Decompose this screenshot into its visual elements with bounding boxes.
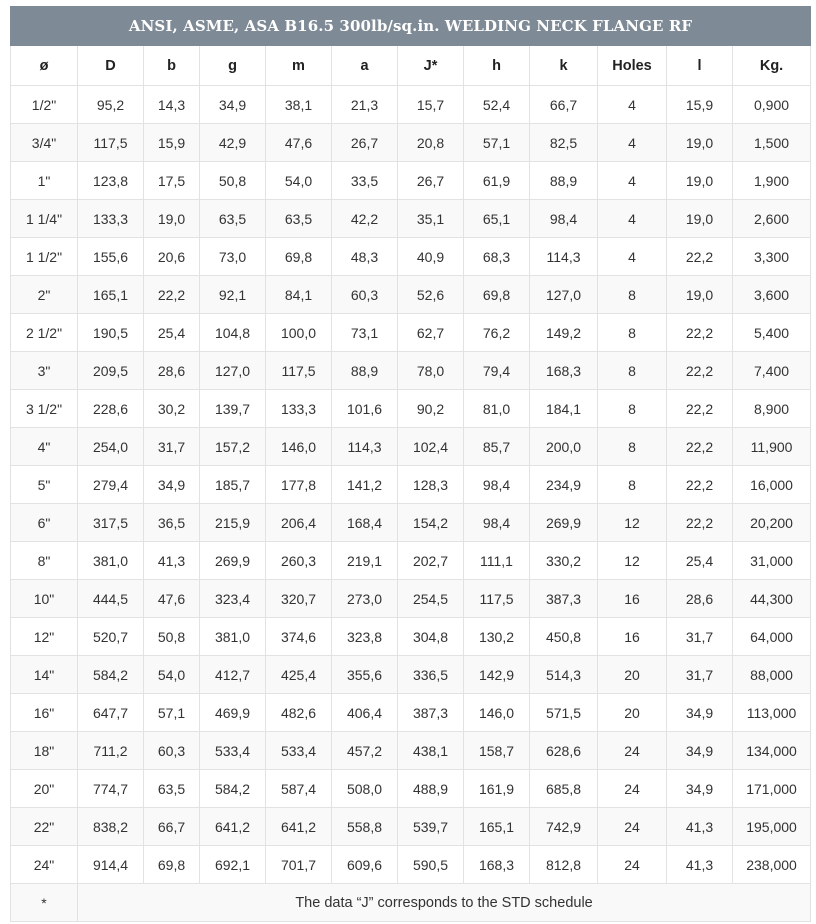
table-cell: 8 <box>598 390 667 428</box>
table-cell: 88,9 <box>332 352 398 390</box>
table-cell: 114,3 <box>332 428 398 466</box>
table-row <box>11 504 811 542</box>
table-cell: 24 <box>598 808 667 846</box>
table-cell: 11,900 <box>733 428 811 466</box>
table-cell: 34,9 <box>667 770 733 808</box>
table-cell: 20" <box>11 770 78 808</box>
table-cell: 41,3 <box>667 846 733 884</box>
table-cell: 104,8 <box>200 314 266 352</box>
table-cell: 68,3 <box>464 238 530 276</box>
table-cell: 2" <box>11 276 78 314</box>
table-cell: 209,5 <box>78 352 144 390</box>
table-cell: 17,5 <box>144 162 200 200</box>
table-cell: 52,4 <box>464 86 530 124</box>
table-cell: 16 <box>598 618 667 656</box>
table-cell: 82,5 <box>530 124 598 162</box>
table-cell: 134,000 <box>733 732 811 770</box>
column-header: Kg. <box>733 46 811 86</box>
table-cell: 88,000 <box>733 656 811 694</box>
table-row <box>11 86 811 124</box>
table-cell: 69,8 <box>464 276 530 314</box>
table-cell: 5,400 <box>733 314 811 352</box>
table-cell: 200,0 <box>530 428 598 466</box>
table-cell: 63,5 <box>266 200 332 238</box>
table-cell: 508,0 <box>332 770 398 808</box>
table-row <box>11 466 811 504</box>
table-cell: 279,4 <box>78 466 144 504</box>
table-cell: 128,3 <box>398 466 464 504</box>
note-text: The data “J” corresponds to the STD schedule <box>78 884 811 922</box>
table-cell: 41,3 <box>667 808 733 846</box>
column-header: k <box>530 46 598 86</box>
table-cell: 0,900 <box>733 86 811 124</box>
table-cell: 31,7 <box>144 428 200 466</box>
table-cell: 10" <box>11 580 78 618</box>
table-row <box>11 808 811 846</box>
table-cell: 609,6 <box>332 846 398 884</box>
table-cell: 206,4 <box>266 504 332 542</box>
table-cell: 69,8 <box>266 238 332 276</box>
table-cell: 22,2 <box>144 276 200 314</box>
table-cell: 4 <box>598 162 667 200</box>
table-cell: 1" <box>11 162 78 200</box>
table-row <box>11 618 811 656</box>
table-row <box>11 314 811 352</box>
table-cell: 92,1 <box>200 276 266 314</box>
table-cell: 520,7 <box>78 618 144 656</box>
flange-table <box>10 6 811 922</box>
table-cell: 190,5 <box>78 314 144 352</box>
table-cell: 149,2 <box>530 314 598 352</box>
table-cell: 238,000 <box>733 846 811 884</box>
column-header: ø <box>11 46 78 86</box>
table-cell: 3/4" <box>11 124 78 162</box>
table-cell: 4 <box>598 86 667 124</box>
table-cell: 22,2 <box>667 428 733 466</box>
table-cell: 19,0 <box>667 276 733 314</box>
table-cell: 488,9 <box>398 770 464 808</box>
table-cell: 57,1 <box>144 694 200 732</box>
table-cell: 41,3 <box>144 542 200 580</box>
table-cell: 22,2 <box>667 314 733 352</box>
table-cell: 514,3 <box>530 656 598 694</box>
table-cell: 425,4 <box>266 656 332 694</box>
table-cell: 24" <box>11 846 78 884</box>
table-cell: 88,9 <box>530 162 598 200</box>
table-body <box>11 86 811 884</box>
column-header: m <box>266 46 332 86</box>
table-cell: 914,4 <box>78 846 144 884</box>
table-cell: 42,2 <box>332 200 398 238</box>
table-cell: 42,9 <box>200 124 266 162</box>
table-cell: 8 <box>598 352 667 390</box>
table-cell: 90,2 <box>398 390 464 428</box>
table-cell: 1/2" <box>11 86 78 124</box>
table-cell: 4 <box>598 238 667 276</box>
table-cell: 158,7 <box>464 732 530 770</box>
table-cell: 168,3 <box>530 352 598 390</box>
table-cell: 33,5 <box>332 162 398 200</box>
table-cell: 30,2 <box>144 390 200 428</box>
table-cell: 44,300 <box>733 580 811 618</box>
table-cell: 81,0 <box>464 390 530 428</box>
table-cell: 98,4 <box>464 504 530 542</box>
table-row <box>11 846 811 884</box>
table-cell: 273,0 <box>332 580 398 618</box>
table-cell: 641,2 <box>200 808 266 846</box>
table-cell: 117,5 <box>78 124 144 162</box>
table-cell: 26,7 <box>398 162 464 200</box>
table-container <box>10 6 810 922</box>
table-cell: 101,6 <box>332 390 398 428</box>
table-cell: 102,4 <box>398 428 464 466</box>
table-cell: 14" <box>11 656 78 694</box>
table-cell: 3" <box>11 352 78 390</box>
table-cell: 19,0 <box>667 124 733 162</box>
table-cell: 317,5 <box>78 504 144 542</box>
table-cell: 50,8 <box>200 162 266 200</box>
table-cell: 85,7 <box>464 428 530 466</box>
table-cell: 387,3 <box>398 694 464 732</box>
table-cell: 98,4 <box>530 200 598 238</box>
table-cell: 52,6 <box>398 276 464 314</box>
table-row <box>11 276 811 314</box>
table-cell: 692,1 <box>200 846 266 884</box>
table-cell: 21,3 <box>332 86 398 124</box>
table-cell: 111,1 <box>464 542 530 580</box>
table-cell: 1 1/2" <box>11 238 78 276</box>
table-cell: 100,0 <box>266 314 332 352</box>
table-cell: 406,4 <box>332 694 398 732</box>
note-marker: * <box>11 884 78 922</box>
table-cell: 19,0 <box>144 200 200 238</box>
table-cell: 5" <box>11 466 78 504</box>
table-cell: 185,7 <box>200 466 266 504</box>
table-cell: 202,7 <box>398 542 464 580</box>
table-cell: 234,9 <box>530 466 598 504</box>
table-cell: 155,6 <box>78 238 144 276</box>
table-cell: 123,8 <box>78 162 144 200</box>
table-cell: 146,0 <box>266 428 332 466</box>
column-header: l <box>667 46 733 86</box>
table-cell: 25,4 <box>144 314 200 352</box>
table-cell: 254,0 <box>78 428 144 466</box>
table-cell: 374,6 <box>266 618 332 656</box>
table-cell: 3 1/2" <box>11 390 78 428</box>
table-cell: 584,2 <box>200 770 266 808</box>
table-cell: 1,500 <box>733 124 811 162</box>
table-cell: 36,5 <box>144 504 200 542</box>
table-cell: 323,4 <box>200 580 266 618</box>
table-cell: 66,7 <box>144 808 200 846</box>
table-cell: 34,9 <box>144 466 200 504</box>
table-cell: 711,2 <box>78 732 144 770</box>
table-cell: 584,2 <box>78 656 144 694</box>
table-cell: 130,2 <box>464 618 530 656</box>
table-cell: 195,000 <box>733 808 811 846</box>
table-cell: 539,7 <box>398 808 464 846</box>
table-cell: 73,1 <box>332 314 398 352</box>
table-cell: 84,1 <box>266 276 332 314</box>
table-cell: 2,600 <box>733 200 811 238</box>
table-cell: 8 <box>598 466 667 504</box>
table-cell: 587,4 <box>266 770 332 808</box>
table-cell: 16 <box>598 580 667 618</box>
column-header: h <box>464 46 530 86</box>
table-cell: 4 <box>598 124 667 162</box>
table-cell: 65,1 <box>464 200 530 238</box>
table-cell: 3,300 <box>733 238 811 276</box>
table-cell: 320,7 <box>266 580 332 618</box>
table-cell: 20 <box>598 694 667 732</box>
table-cell: 25,4 <box>667 542 733 580</box>
table-cell: 838,2 <box>78 808 144 846</box>
header-row <box>11 46 811 86</box>
table-cell: 63,5 <box>144 770 200 808</box>
table-cell: 161,9 <box>464 770 530 808</box>
table-cell: 8 <box>598 276 667 314</box>
table-cell: 701,7 <box>266 846 332 884</box>
table-cell: 774,7 <box>78 770 144 808</box>
table-cell: 127,0 <box>530 276 598 314</box>
table-cell: 19,0 <box>667 200 733 238</box>
table-cell: 628,6 <box>530 732 598 770</box>
table-cell: 450,8 <box>530 618 598 656</box>
table-cell: 16,000 <box>733 466 811 504</box>
table-row <box>11 694 811 732</box>
table-cell: 228,6 <box>78 390 144 428</box>
table-cell: 31,000 <box>733 542 811 580</box>
table-cell: 154,2 <box>398 504 464 542</box>
table-row <box>11 656 811 694</box>
table-cell: 304,8 <box>398 618 464 656</box>
table-cell: 12 <box>598 542 667 580</box>
table-cell: 165,1 <box>464 808 530 846</box>
table-cell: 146,0 <box>464 694 530 732</box>
table-cell: 647,7 <box>78 694 144 732</box>
table-cell: 330,2 <box>530 542 598 580</box>
table-cell: 22,2 <box>667 352 733 390</box>
table-cell: 26,7 <box>332 124 398 162</box>
table-cell: 34,9 <box>667 694 733 732</box>
table-cell: 558,8 <box>332 808 398 846</box>
table-row <box>11 542 811 580</box>
table-cell: 50,8 <box>144 618 200 656</box>
table-cell: 34,9 <box>200 86 266 124</box>
table-cell: 8 <box>598 428 667 466</box>
table-row <box>11 428 811 466</box>
column-header: D <box>78 46 144 86</box>
table-cell: 47,6 <box>144 580 200 618</box>
table-cell: 22,2 <box>667 466 733 504</box>
table-cell: 139,7 <box>200 390 266 428</box>
table-cell: 28,6 <box>144 352 200 390</box>
table-cell: 40,9 <box>398 238 464 276</box>
table-cell: 73,0 <box>200 238 266 276</box>
table-cell: 16" <box>11 694 78 732</box>
table-cell: 3,600 <box>733 276 811 314</box>
table-cell: 269,9 <box>200 542 266 580</box>
table-cell: 24 <box>598 732 667 770</box>
table-cell: 641,2 <box>266 808 332 846</box>
table-cell: 47,6 <box>266 124 332 162</box>
table-cell: 127,0 <box>200 352 266 390</box>
table-cell: 381,0 <box>78 542 144 580</box>
table-cell: 64,000 <box>733 618 811 656</box>
table-cell: 533,4 <box>266 732 332 770</box>
table-cell: 4 <box>598 200 667 238</box>
table-cell: 15,7 <box>398 86 464 124</box>
table-cell: 20 <box>598 656 667 694</box>
table-cell: 438,1 <box>398 732 464 770</box>
table-cell: 60,3 <box>332 276 398 314</box>
table-cell: 685,8 <box>530 770 598 808</box>
table-cell: 98,4 <box>464 466 530 504</box>
table-cell: 20,8 <box>398 124 464 162</box>
table-row <box>11 124 811 162</box>
table-cell: 8,900 <box>733 390 811 428</box>
table-cell: 412,7 <box>200 656 266 694</box>
table-cell: 1,900 <box>733 162 811 200</box>
table-cell: 76,2 <box>464 314 530 352</box>
table-cell: 60,3 <box>144 732 200 770</box>
table-cell: 48,3 <box>332 238 398 276</box>
table-cell: 20,200 <box>733 504 811 542</box>
table-cell: 54,0 <box>266 162 332 200</box>
table-cell: 184,1 <box>530 390 598 428</box>
table-cell: 457,2 <box>332 732 398 770</box>
table-cell: 12" <box>11 618 78 656</box>
table-cell: 168,4 <box>332 504 398 542</box>
table-cell: 69,8 <box>144 846 200 884</box>
table-cell: 387,3 <box>530 580 598 618</box>
table-cell: 381,0 <box>200 618 266 656</box>
table-cell: 54,0 <box>144 656 200 694</box>
table-cell: 590,5 <box>398 846 464 884</box>
table-cell: 157,2 <box>200 428 266 466</box>
table-cell: 15,9 <box>144 124 200 162</box>
table-row <box>11 162 811 200</box>
table-cell: 260,3 <box>266 542 332 580</box>
table-cell: 2 1/2" <box>11 314 78 352</box>
table-cell: 8" <box>11 542 78 580</box>
column-header: Holes <box>598 46 667 86</box>
table-cell: 355,6 <box>332 656 398 694</box>
table-cell: 133,3 <box>78 200 144 238</box>
table-cell: 78,0 <box>398 352 464 390</box>
table-cell: 165,1 <box>78 276 144 314</box>
table-cell: 336,5 <box>398 656 464 694</box>
table-row <box>11 390 811 428</box>
table-cell: 22" <box>11 808 78 846</box>
table-cell: 79,4 <box>464 352 530 390</box>
table-row <box>11 732 811 770</box>
table-cell: 31,7 <box>667 618 733 656</box>
table-cell: 1 1/4" <box>11 200 78 238</box>
table-cell: 215,9 <box>200 504 266 542</box>
table-row <box>11 238 811 276</box>
column-header: b <box>144 46 200 86</box>
table-cell: 62,7 <box>398 314 464 352</box>
table-cell: 35,1 <box>398 200 464 238</box>
table-cell: 219,1 <box>332 542 398 580</box>
table-cell: 14,3 <box>144 86 200 124</box>
table-cell: 113,000 <box>733 694 811 732</box>
table-cell: 28,6 <box>667 580 733 618</box>
table-cell: 12 <box>598 504 667 542</box>
table-cell: 22,2 <box>667 504 733 542</box>
table-cell: 133,3 <box>266 390 332 428</box>
table-cell: 24 <box>598 770 667 808</box>
table-cell: 141,2 <box>332 466 398 504</box>
table-cell: 254,5 <box>398 580 464 618</box>
table-cell: 168,3 <box>464 846 530 884</box>
column-header: a <box>332 46 398 86</box>
table-cell: 6" <box>11 504 78 542</box>
table-cell: 66,7 <box>530 86 598 124</box>
table-cell: 323,8 <box>332 618 398 656</box>
table-cell: 7,400 <box>733 352 811 390</box>
table-cell: 22,2 <box>667 390 733 428</box>
table-cell: 114,3 <box>530 238 598 276</box>
column-header: g <box>200 46 266 86</box>
table-cell: 142,9 <box>464 656 530 694</box>
table-cell: 95,2 <box>78 86 144 124</box>
table-cell: 4" <box>11 428 78 466</box>
table-row <box>11 200 811 238</box>
note-row <box>11 884 811 922</box>
table-cell: 571,5 <box>530 694 598 732</box>
table-cell: 19,0 <box>667 162 733 200</box>
table-cell: 63,5 <box>200 200 266 238</box>
table-cell: 742,9 <box>530 808 598 846</box>
table-cell: 269,9 <box>530 504 598 542</box>
table-cell: 24 <box>598 846 667 884</box>
table-cell: 812,8 <box>530 846 598 884</box>
table-cell: 15,9 <box>667 86 733 124</box>
table-cell: 22,2 <box>667 238 733 276</box>
table-cell: 34,9 <box>667 732 733 770</box>
column-header: J* <box>398 46 464 86</box>
table-row <box>11 352 811 390</box>
table-row <box>11 770 811 808</box>
table-cell: 18" <box>11 732 78 770</box>
table-cell: 177,8 <box>266 466 332 504</box>
table-cell: 117,5 <box>266 352 332 390</box>
table-cell: 117,5 <box>464 580 530 618</box>
table-cell: 31,7 <box>667 656 733 694</box>
table-cell: 444,5 <box>78 580 144 618</box>
table-title: ANSI, ASME, ASA B16.5 300lb/sq.in. WELDING NECK FLANGE RF <box>11 7 811 46</box>
table-cell: 57,1 <box>464 124 530 162</box>
table-cell: 171,000 <box>733 770 811 808</box>
table-cell: 469,9 <box>200 694 266 732</box>
table-cell: 482,6 <box>266 694 332 732</box>
table-cell: 20,6 <box>144 238 200 276</box>
table-cell: 38,1 <box>266 86 332 124</box>
table-cell: 8 <box>598 314 667 352</box>
table-row <box>11 580 811 618</box>
table-cell: 61,9 <box>464 162 530 200</box>
table-cell: 533,4 <box>200 732 266 770</box>
